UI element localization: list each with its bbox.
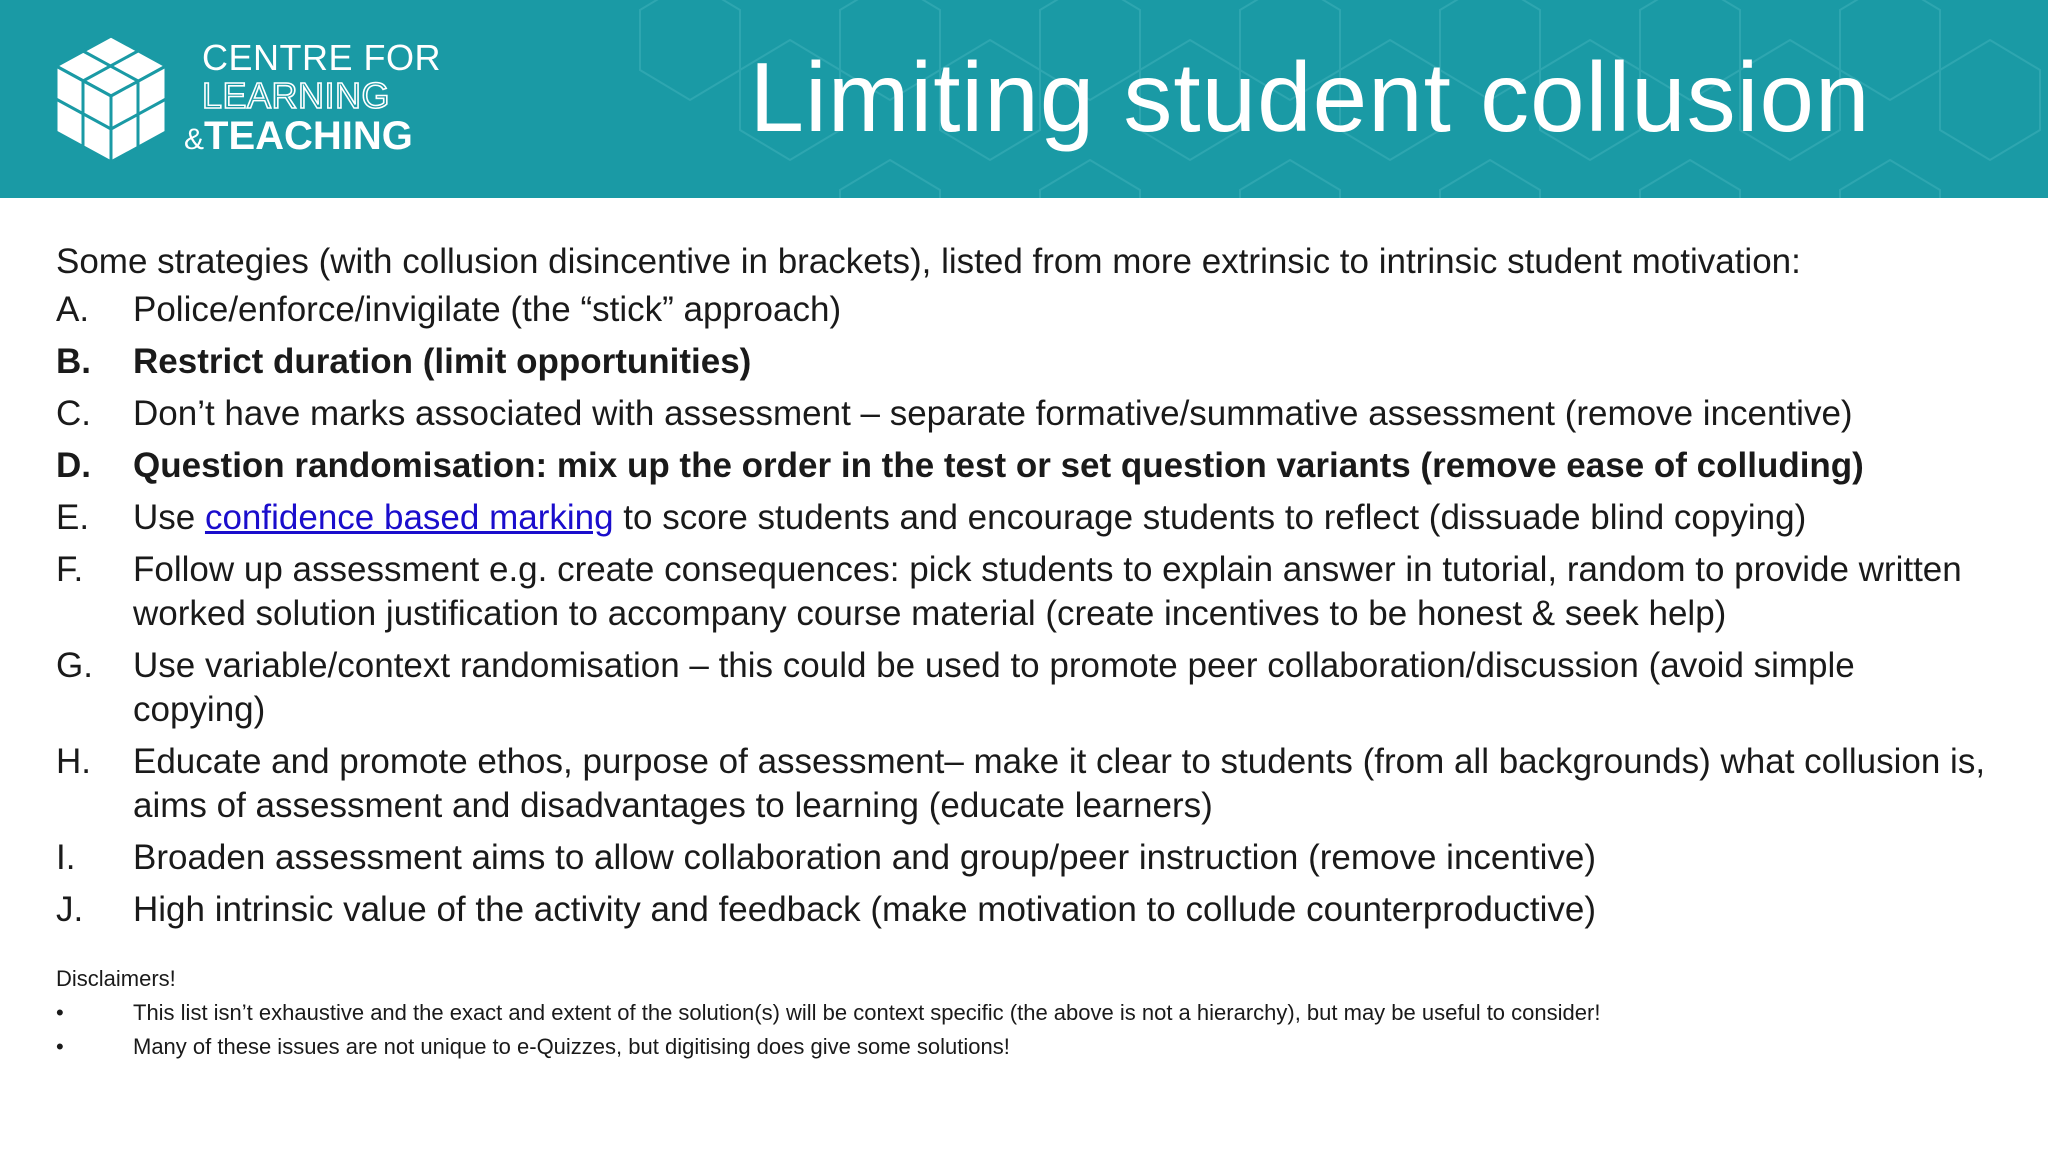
disclaimer-text: Many of these issues are not unique to e-Quizzes, but digitising does give some solutions! <box>133 1034 1010 1059</box>
slide-body <box>56 236 1996 1064</box>
item-text: Broaden assessment aims to allow collaboration and group/peer instruction (remove incentive) <box>133 838 1596 877</box>
item-marker: B. <box>56 342 91 381</box>
strategy-item-h <box>56 740 1996 828</box>
item-text: Educate and promote ethos, purpose of assessment– make it clear to students (from all backgrounds) what collusion is, aims of assessment and disadvantages to learning (educate learners) <box>133 742 1986 825</box>
item-text: High intrinsic value of the activity and feedback (make motivation to collude counterproductive) <box>133 890 1596 929</box>
logo-wordmark <box>184 37 441 158</box>
item-marker: C. <box>56 394 91 433</box>
item-text-suffix: to score students and encourage students to reflect (dissuade blind copying) <box>613 498 1807 537</box>
confidence-based-marking-link[interactable]: confidence based marking <box>204 498 614 537</box>
item-text: Police/enforce/invigilate (the “stick” approach) <box>133 290 842 329</box>
strategy-item-e <box>56 496 1996 540</box>
strategy-item-i <box>56 836 1996 880</box>
logo-line-learning: LEARNING <box>202 75 391 116</box>
item-marker: I. <box>56 838 76 877</box>
disclaimers-list <box>56 996 1996 1064</box>
bullet-icon: • <box>56 1000 64 1025</box>
strategy-list <box>56 288 1996 932</box>
logo-line-teaching <box>184 116 441 156</box>
strategy-item-f <box>56 548 1996 636</box>
disclaimer-text: This list isn’t exhaustive and the exact and extent of the solution(s) will be context specific (the above is not a hierarchy), but may be useful to consider! <box>133 1000 1601 1025</box>
slide-header <box>0 0 2048 198</box>
strategy-item-j <box>56 888 1996 932</box>
item-text-prefix: Use <box>133 498 205 537</box>
item-marker: G. <box>56 646 93 685</box>
item-marker: E. <box>56 498 90 537</box>
item-marker: D. <box>56 446 91 485</box>
item-marker: A. <box>56 290 90 329</box>
disclaimer-item <box>56 996 1996 1030</box>
item-text: Question randomisation: mix up the order in the test or set question variants (remove ease of colluding) <box>133 446 1864 485</box>
cube-logo-icon <box>52 34 170 164</box>
item-marker: J. <box>56 890 84 929</box>
item-marker: H. <box>56 742 91 781</box>
item-text <box>133 496 1996 540</box>
strategy-item-a <box>56 288 1996 332</box>
disclaimer-item <box>56 1030 1996 1064</box>
item-text: Use variable/context randomisation – this could be used to promote peer collaboration/discussion (avoid simple copying) <box>133 646 1855 729</box>
item-marker: F. <box>56 550 84 589</box>
bullet-icon: • <box>56 1034 64 1059</box>
slide-title: Limiting student collusion <box>749 42 1871 152</box>
disclaimers-section <box>56 962 1996 1064</box>
disclaimers-title: Disclaimers! <box>56 966 176 991</box>
logo-ampersand: & <box>184 123 205 156</box>
strategy-item-g <box>56 644 1996 732</box>
strategy-item-b <box>56 340 1996 384</box>
strategy-item-c <box>56 392 1996 436</box>
strategy-item-d <box>56 444 1996 488</box>
item-text: Don’t have marks associated with assessment – separate formative/summative assessment (remove incentive) <box>133 394 1853 433</box>
logo-teaching-word: TEACHING <box>204 114 413 158</box>
centre-for-learning-teaching-logo <box>52 30 452 170</box>
logo-line-centre-for: CENTRE FOR <box>202 37 441 78</box>
item-text: Follow up assessment e.g. create consequences: pick students to explain answer in tutorial, random to provide written worked solution justification to accompany course material (create incentives to be honest & seek help) <box>133 550 1962 633</box>
intro-text: Some strategies (with collusion disincentive in brackets), listed from more extrinsic to intrinsic student motivation: <box>56 242 1801 281</box>
item-text: Restrict duration (limit opportunities) <box>133 342 752 381</box>
